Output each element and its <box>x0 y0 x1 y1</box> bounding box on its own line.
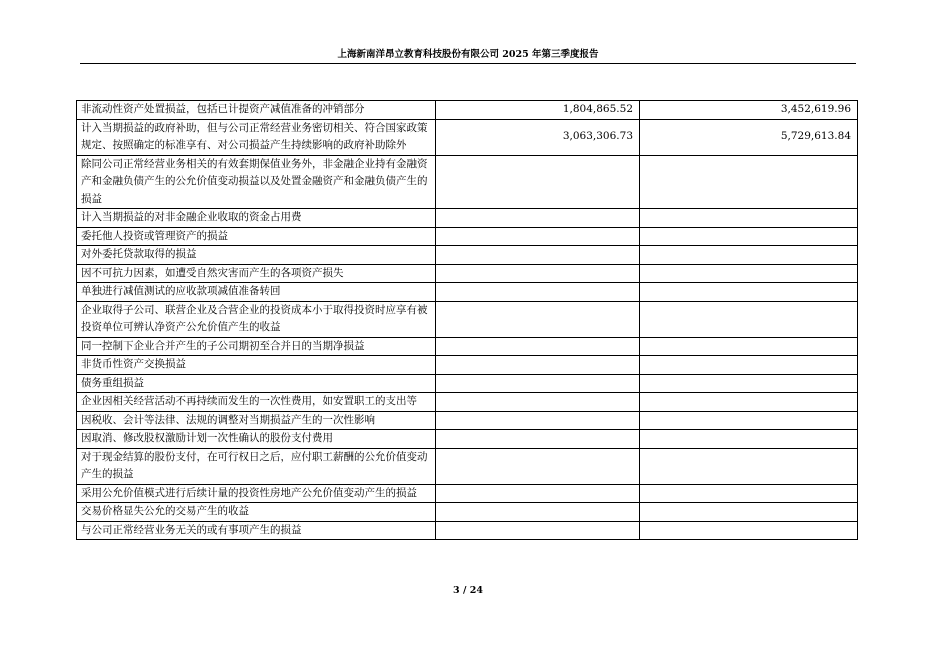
row-current-period-amount <box>436 356 640 375</box>
row-item-label: 非流动性资产处置损益，包括已计提资产减值准备的冲销部分 <box>77 101 436 120</box>
row-current-period-amount <box>436 430 640 449</box>
table-row <box>77 101 858 120</box>
row-current-period-amount <box>436 155 640 209</box>
row-year-to-date-amount: 3,452,619.96 <box>640 101 858 120</box>
table-row <box>77 411 858 430</box>
row-year-to-date-amount <box>640 155 858 209</box>
table-row <box>77 155 858 209</box>
row-current-period-amount <box>436 484 640 503</box>
table-row <box>77 356 858 375</box>
row-item-label: 因取消、修改股权激励计划一次性确认的股份支付费用 <box>77 430 436 449</box>
page-number: 3 / 24 <box>453 585 483 596</box>
row-year-to-date-amount <box>640 393 858 412</box>
table-row <box>77 119 858 155</box>
row-item-label: 因税收、会计等法律、法规的调整对当期损益产生的一次性影响 <box>77 411 436 430</box>
row-current-period-amount <box>436 246 640 265</box>
table-row <box>77 448 858 484</box>
row-item-label: 与公司正常经营业务无关的或有事项产生的损益 <box>77 521 436 540</box>
row-current-period-amount <box>436 448 640 484</box>
row-current-period-amount <box>436 283 640 302</box>
row-year-to-date-amount: 5,729,613.84 <box>640 119 858 155</box>
row-current-period-amount <box>436 374 640 393</box>
row-item-label: 采用公允价值模式进行后续计量的投资性房地产公允价值变动产生的损益 <box>77 484 436 503</box>
table-row <box>77 209 858 228</box>
table-row <box>77 484 858 503</box>
row-current-period-amount <box>436 264 640 283</box>
row-item-label: 委托他人投资或管理资产的损益 <box>77 227 436 246</box>
row-current-period-amount <box>436 503 640 522</box>
table-row <box>77 283 858 302</box>
table-row <box>77 393 858 412</box>
page-header-title: 上海新南洋昂立教育科技股份有限公司 2025 年第三季度报告 <box>337 49 599 60</box>
row-year-to-date-amount <box>640 356 858 375</box>
row-item-label: 因不可抗力因素，如遭受自然灾害而产生的各项资产损失 <box>77 264 436 283</box>
table-row <box>77 301 858 337</box>
header-rule <box>80 63 856 64</box>
table-row <box>77 374 858 393</box>
row-year-to-date-amount <box>640 430 858 449</box>
row-item-label: 交易价格显失公允的交易产生的收益 <box>77 503 436 522</box>
row-item-label: 计入当期损益的政府补助，但与公司正常经营业务密切相关、符合国家政策规定、按照确定的标准享有、对公司损益产生持续影响的政府补助除外 <box>77 119 436 155</box>
table-row <box>77 521 858 540</box>
row-year-to-date-amount <box>640 374 858 393</box>
row-current-period-amount <box>436 301 640 337</box>
table-body <box>77 101 858 540</box>
row-year-to-date-amount <box>640 283 858 302</box>
row-item-label: 同一控制下企业合并产生的子公司期初至合并日的当期净损益 <box>77 337 436 356</box>
table-row <box>77 337 858 356</box>
row-current-period-amount <box>436 393 640 412</box>
table-row <box>77 264 858 283</box>
row-current-period-amount <box>436 521 640 540</box>
table-row <box>77 227 858 246</box>
row-item-label: 非货币性资产交换损益 <box>77 356 436 375</box>
non-recurring-items-table <box>76 100 858 540</box>
table-row <box>77 503 858 522</box>
row-item-label: 计入当期损益的对非金融企业收取的资金占用费 <box>77 209 436 228</box>
row-current-period-amount: 1,804,865.52 <box>436 101 640 120</box>
row-item-label: 债务重组损益 <box>77 374 436 393</box>
table-row <box>77 430 858 449</box>
row-year-to-date-amount <box>640 227 858 246</box>
row-item-label: 对外委托贷款取得的损益 <box>77 246 436 265</box>
row-current-period-amount: 3,063,306.73 <box>436 119 640 155</box>
row-year-to-date-amount <box>640 301 858 337</box>
row-year-to-date-amount <box>640 521 858 540</box>
row-current-period-amount <box>436 337 640 356</box>
row-year-to-date-amount <box>640 448 858 484</box>
row-year-to-date-amount <box>640 264 858 283</box>
row-item-label: 企业取得子公司、联营企业及合营企业的投资成本小于取得投资时应享有被投资单位可辨认净资产公允价值产生的收益 <box>77 301 436 337</box>
row-year-to-date-amount <box>640 484 858 503</box>
row-year-to-date-amount <box>640 209 858 228</box>
table-row <box>77 246 858 265</box>
row-item-label: 对于现金结算的股份支付，在可行权日之后，应付职工薪酬的公允价值变动产生的损益 <box>77 448 436 484</box>
row-year-to-date-amount <box>640 337 858 356</box>
row-current-period-amount <box>436 411 640 430</box>
row-item-label: 单独进行减值测试的应收款项减值准备转回 <box>77 283 436 302</box>
row-item-label: 企业因相关经营活动不再持续而发生的一次性费用，如安置职工的支出等 <box>77 393 436 412</box>
row-current-period-amount <box>436 209 640 228</box>
row-item-label: 除同公司正常经营业务相关的有效套期保值业务外，非金融企业持有金融资产和金融负债产生的公允价值变动损益以及处置金融资产和金融负债产生的损益 <box>77 155 436 209</box>
row-year-to-date-amount <box>640 411 858 430</box>
row-year-to-date-amount <box>640 246 858 265</box>
row-year-to-date-amount <box>640 503 858 522</box>
row-current-period-amount <box>436 227 640 246</box>
